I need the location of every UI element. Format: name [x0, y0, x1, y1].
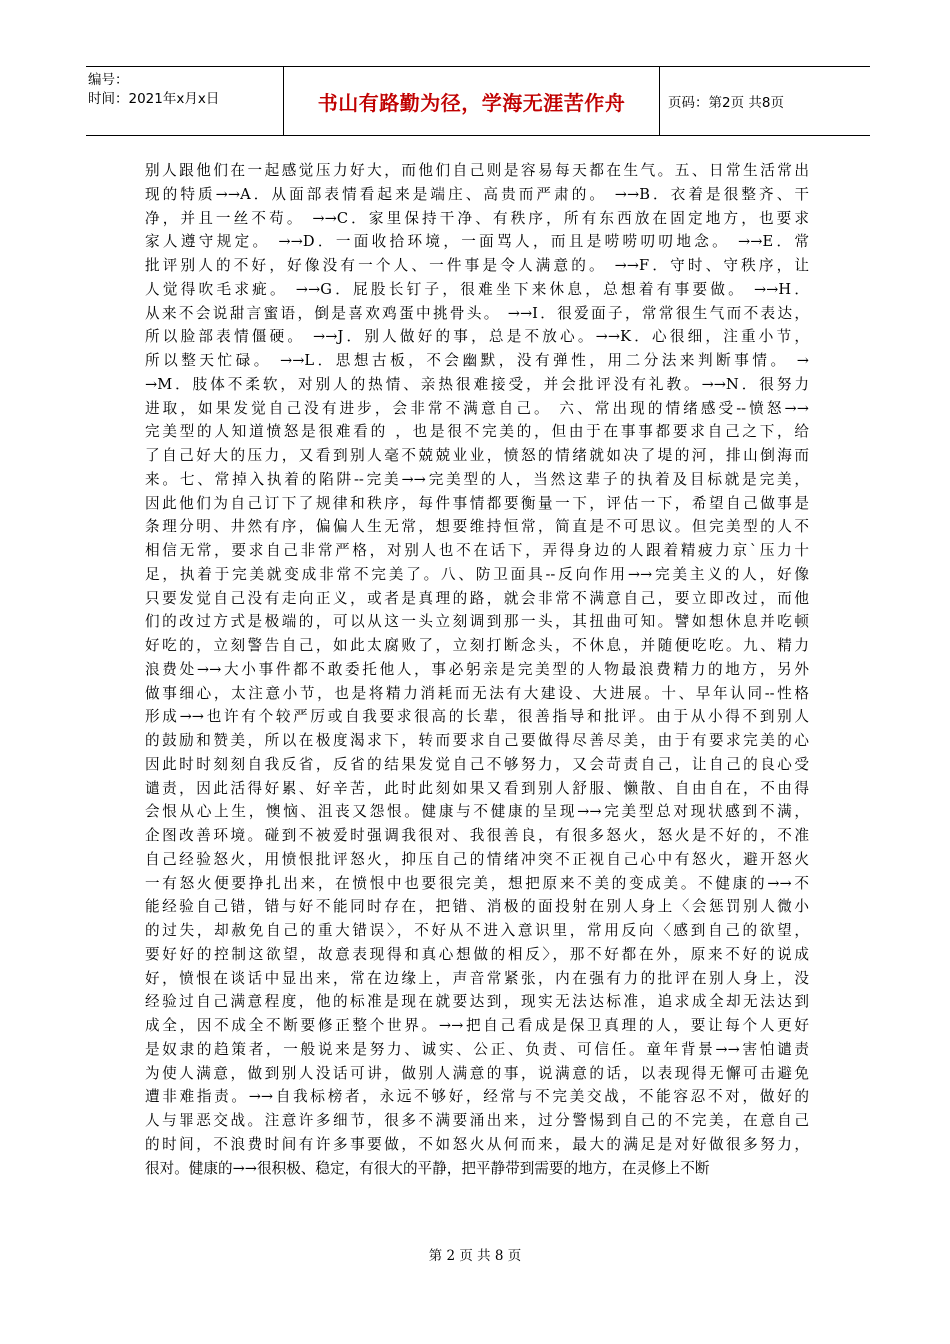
document-body [145, 159, 809, 1180]
body-line: 所以整天忙碌。 →→L．思想古板，不会幽默，没有弹性，用二分法来判断事情。 → [145, 352, 809, 369]
body-line: 很对。健康的→→很积极、稳定，有很大的平静，把平静带到需要的地方，在灵修上不断 [145, 1159, 710, 1177]
body-line: 足，执着于完美就变成非常不完美了。八、防卫面具--反向作用→→完美主义的人，好像 [145, 565, 809, 583]
document-number-label: 编号： [88, 72, 129, 88]
body-line: 净，并且一丝不苟。 →→C．家里保持干净、有秩序，所有东西放在固定地方，也要求 [145, 209, 809, 227]
body-line: 相信无常，要求自己非常严格，对别人也不在话下，弄得身边的人跟着精疲力京`压力十 [145, 542, 809, 559]
header-meta [86, 67, 283, 135]
body-line: 来。七、常掉入执着的陷阱--完美→→完美型的人，当然这辈子的执着及目标就是完美， [145, 470, 809, 488]
body-line: →M．肢体不柔软，对别人的热情、亲热很难接受，并会批评没有礼教。→→N．很努力 [145, 375, 809, 393]
header-page-info: 页码：第2页 共8页 [668, 95, 784, 111]
body-line: 好吃的，立刻警告自己，如此太腐败了，立刻打断念头，不休息，并随便吃吃。九、精力 [145, 637, 809, 654]
body-line: 企图改善环境。碰到不被爱时强调我很对、我很善良，有很多怒火，怒火是不好的，不准 [145, 827, 809, 844]
body-line: 要好好的控制这欲望，故意表现得和真心想做的相反〉，那不好都在外，原来不好的说成 [145, 945, 809, 963]
body-line: 会恨从心上生，懊恼、沮丧又怨恨。健康与不健康的呈现→→完美型总对现状感到不满， [145, 803, 809, 821]
body-line: 一有怒火便要挣扎出来，在愤恨中也要很完美，想把原来不美的变成美。不健康的→→不 [145, 874, 809, 892]
body-line: 们的改过方式是极端的，可以从这一头立刻调到那一头，其扭曲可知。譬如想休息并吃顿 [145, 613, 809, 631]
body-line: 从来不会说甜言蜜语，倒是喜欢鸡蛋中挑骨头。 →→I．很爱面子，常常很生气而不表达， [145, 304, 809, 322]
header-motto: 书山有路勤为径，学海无涯苦作舟 [283, 67, 660, 135]
body-line: 经验过自己满意程度，他的标准是现在就要达到，现实无法达标准，追求成全却无法达到 [145, 993, 809, 1011]
body-line: 形成→→也许有个较严厉或自我要求很高的长辈，很善指导和批评。由于从小得不到别人 [145, 708, 809, 726]
body-line: 现的特质→→A．从面部表情看起来是端庄、高贵而严肃的。 →→B．衣着是很整齐、干 [145, 185, 809, 203]
body-line: 的过失，却赦免自己的重大错误〉，不好从不进入意识里，常用反向〈感到自己的欲望， [145, 922, 809, 939]
body-line: 做事细心，太注意小节，也是将精力消耗而无法有大建设、大进展。十、早年认同--性格 [145, 684, 809, 702]
body-line: 是奴隶的趋策者，一般说来是努力、诚实、公正、负责、可信任。童年背景→→害怕谴责 [145, 1040, 809, 1058]
body-line: 的时间，不浪费时间有许多事要做，不如怒火从何而来，最大的满足是对好做很多努力， [145, 1135, 809, 1153]
body-line: 因此他们为自己订下了规律和秩序，每件事情都要衡量一下，评估一下，希望自己做事是 [145, 494, 809, 512]
body-line: 因此时时刻刻自我反省，反省的结果发觉自己不够努力，又会苛责自己，让自己的良心受 [145, 755, 809, 773]
body-line: 完美型的人知道愤怒是很难看的 ，也是很不完美的，但由于在事事都要求自己之下，给 [145, 423, 809, 441]
body-line: 家人遵守规定。 →→D．一面收拾环境，一面骂人，而且是唠唠叨叨地念。 →→E．常 [145, 233, 809, 251]
body-line: 批评别人的不好，好像没有一个人、一件事是令人满意的。 →→F．守时、守秩序，让 [145, 257, 809, 274]
body-line: 浪费处→→大小事件都不敢委托他人，事必躬亲是完美型的人物最浪费精力的地方，另外 [145, 660, 809, 678]
page-footer: 第 2 页 共 8 页 [428, 1248, 522, 1264]
body-line: 的鼓励和赞美，所以在极度渴求下，转而要求自己要做得尽善尽美，由于有要求完美的心 [145, 732, 809, 749]
body-line: 别人跟他们在一起感觉压力好大，而他们自己则是容易每天都在生气。五、日常生活常出 [145, 162, 809, 179]
body-line: 谴责，因此活得好累、好辛苦，此时此刻如果又看到别人舒服、懒散、自由自在，不由得 [145, 779, 809, 797]
document-date: 时间：2021年x月x日 [88, 91, 220, 107]
body-line: 人与罪恶交战。注意许多细节，很多不满要涌出来，过分警惕到自己的不完美，在意自己 [145, 1112, 809, 1129]
body-line: 只要发觉自己没有走向正义，或者是真理的路，就会非常不满意自己，要立即改过，而他 [145, 589, 809, 607]
body-line: 进取，如果发觉自己没有进步，会非常不满意自己。 六、常出现的情绪感受--愤怒→→ [145, 399, 809, 417]
body-line: 能经验自己错，错与好不能同时存在，把错、消极的面投射在别人身上〈会惩罚别人微小 [145, 898, 809, 916]
body-line: 条理分明、井然有序，偏偏人生无常，想要维持恒常，简直是不可思议。但完美型的人不 [145, 518, 809, 536]
body-line: 所以脸部表情僵硬。 →→J．别人做好的事，总是不放心。→→K．心很细，注重小节， [145, 328, 809, 346]
body-line: 好，愤恨在谈话中显出来，常在边缘上，声音常紧张，内在强有力的批评在别人身上，没 [145, 969, 809, 987]
page-header [86, 66, 870, 136]
body-line: 为使人满意，做到别人没话可讲，做别人满意的事，说满意的话，以表现得无懈可击避免 [145, 1064, 809, 1082]
body-line: 成全，因不成全不断要修正整个世界。→→把自己看成是保卫真理的人，要让每个人更好 [145, 1017, 809, 1034]
body-line: 人觉得吹毛求疵。 →→G．屁股长钉子，很难坐下来休息，总想着有事要做。 →→H． [145, 280, 809, 298]
body-line: 了自己好大的压力，又看到别人毫不兢兢业业，愤怒的情绪就如决了堤的河，排山倒海而 [145, 447, 809, 464]
body-line: 自己经验怒火，用愤恨批评怒火，抑压自己的情绪冲突不正视自己心中有怒火，避开怒火 [145, 850, 809, 868]
body-line: 遭非难指责。→→自我标榜者，永远不够好，经常与不完美交战，不能容忍不对，做好的 [145, 1088, 809, 1106]
